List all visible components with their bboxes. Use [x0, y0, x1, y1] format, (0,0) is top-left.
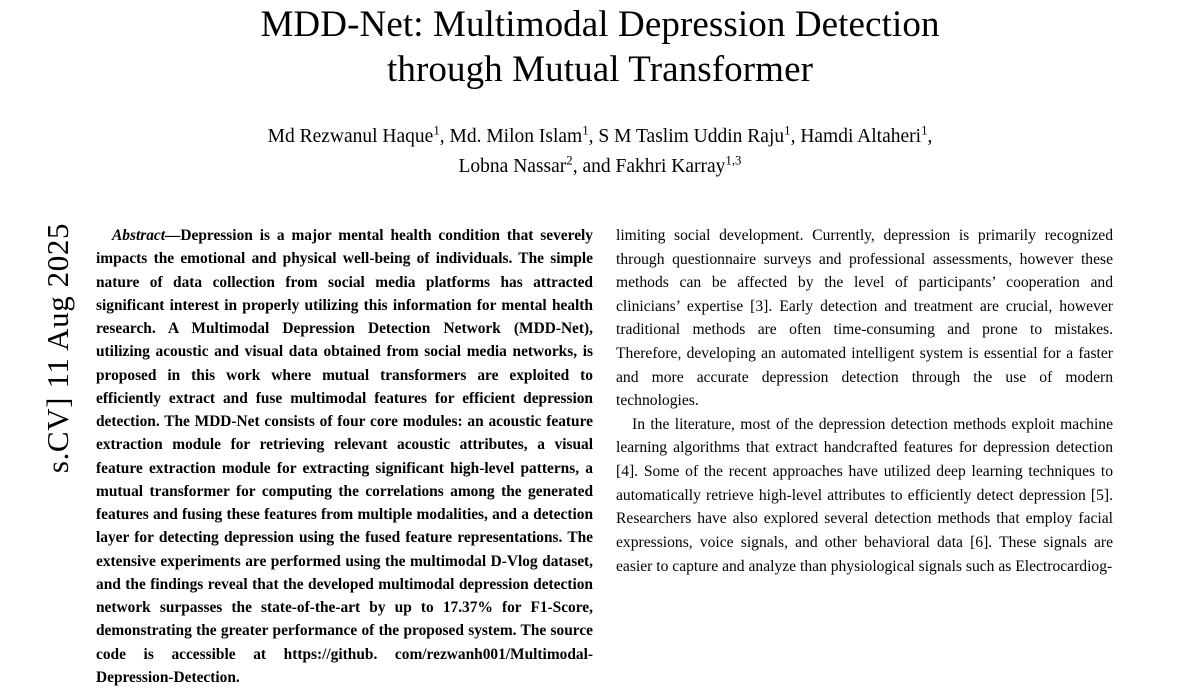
author-islam: , Md. Milon Islam	[439, 126, 583, 148]
title-line-1: MDD-Net: Multimodal Depression Detection	[260, 4, 940, 45]
author-karray: , and Fakhri Karray	[572, 155, 726, 177]
author-line-2	[0, 152, 1200, 181]
author-altaheri-affiliation: 1	[921, 123, 928, 138]
author-islam-affiliation: 1	[582, 123, 589, 138]
intro-paragraph-continued: limiting social development. Currently, depression is primarily recognized through questionnaire surveys and professional assessments, however these methods can be affected by the level of participants’ cooperation and clinicians’ expertise [3]. Early detection and treatment are crucial, however traditional methods are often time-consuming and prone to mistakes. Therefore, developing an automated intelligent system is essential for a faster and more accurate depression detection through the use of modern technologies.	[616, 227, 1113, 410]
abstract-text: —Depression is a major mental health condition that severely impacts the emotional and physical well-being of individuals. The simple nature of data collection from social media platforms has attracted significant interest in properly utilizing this information for mental health research. A Multimodal Depression Detection Network (MDD-Net), utilizing acoustic and visual data obtained from social media networks, is proposed in this work where mutual transformers are exploited to efficiently extract and fuse multimodal features for efficient depression detection. The MDD-Net consists of four core modules: an acoustic feature extraction module for retrieving relevant acoustic attributes, a visual feature extraction module for extracting significant high-level patterns, a mutual transformer for computing the correlations among the generated features and fusing these features from multiple modalities, and a detection layer for detecting depression using the fused feature representations. The extensive experiments are performed using the multimodal D-Vlog dataset, and the findings reveal that the developed multimodal depression detection network surpasses the state-of-the-art by up to 17.37% for F1-Score, demonstrating the greater performance of the proposed system. The source code is accessible at https://github. com/rezwanh001/Multimodal-Depression-Detection.	[96, 227, 593, 686]
author-list	[0, 122, 1200, 181]
author-raju: , S M Taslim Uddin Raju	[588, 126, 785, 148]
author-nassar: Lobna Nassar	[458, 155, 567, 177]
author-haque-affiliation: 1	[433, 123, 440, 138]
left-column	[96, 224, 593, 689]
arxiv-identifier-stamp: s.CV] 11 Aug 2025	[40, 222, 75, 474]
author-line1-trailing-comma: ,	[927, 126, 933, 148]
author-karray-affiliation: 1,3	[725, 153, 742, 167]
author-haque: Md Rezwanul Haque	[267, 126, 434, 148]
abstract-label: Abstract	[112, 227, 166, 244]
page-title	[0, 0, 1200, 92]
right-column	[616, 224, 1113, 689]
abstract-paragraph	[96, 224, 593, 689]
title-line-2: through Mutual Transformer	[386, 49, 814, 91]
author-raju-affiliation: 1	[784, 123, 791, 138]
intro-paragraph-literature: In the literature, most of the depression detection methods exploit machine learning algorithms that extract handcrafted features for depression detection [4]. Some of the recent approaches have utilized deep learning techniques to automatically retrieve high-level attributes to efficiently detect depression [5]. Researchers have also explored several detection methods that employ facial expressions, voice signals, and other behavioral data [6]. These signals are easier to capture and analyze than physiological signals such as Electrocardiog-	[616, 415, 1113, 575]
author-nassar-affiliation: 2	[566, 153, 573, 167]
author-altaheri: , Hamdi Altaheri	[790, 126, 922, 148]
body-columns	[0, 224, 1200, 689]
